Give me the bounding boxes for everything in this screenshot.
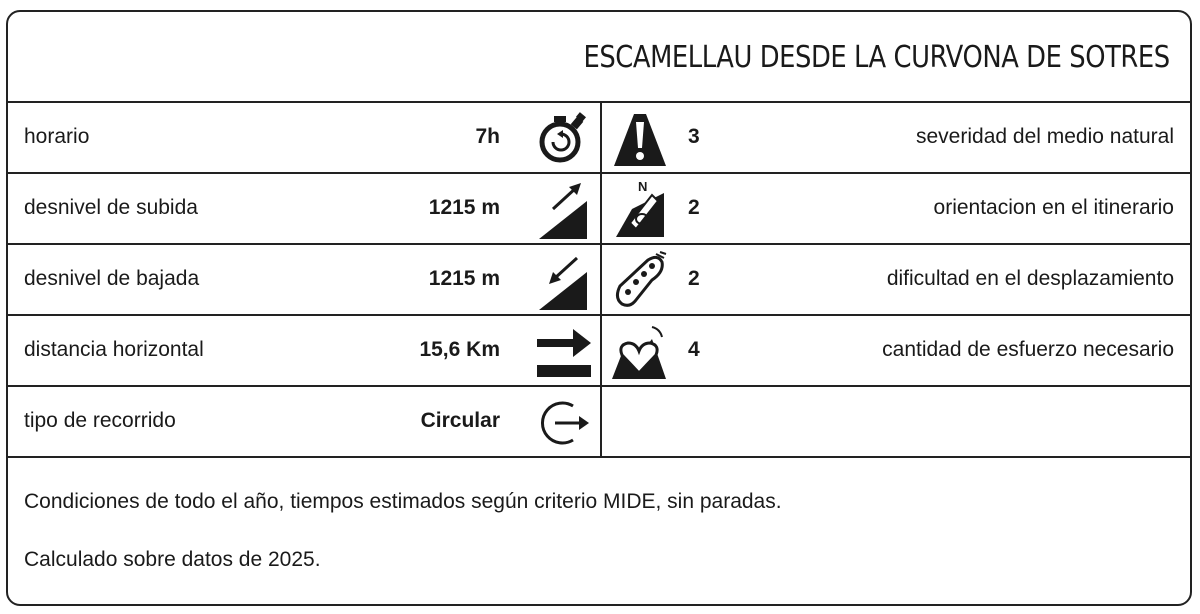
svg-text:N: N — [638, 179, 648, 194]
row-description: severidad del medio natural — [916, 125, 1174, 148]
distance-arrow-icon — [533, 321, 593, 381]
descent-icon — [533, 250, 593, 310]
row-label: desnivel de bajada — [24, 267, 200, 290]
row-tipo-recorrido — [8, 387, 1190, 458]
row-distancia-horizontal — [8, 316, 1190, 387]
row-label: tipo de recorrido — [24, 409, 176, 432]
circular-route-icon — [533, 392, 593, 452]
row-score: 4 — [688, 338, 700, 361]
row-desnivel-bajada — [8, 245, 1190, 316]
row-description: cantidad de esfuerzo necesario — [882, 338, 1174, 361]
row-value: 1215 m — [428, 196, 500, 219]
row-score: 3 — [688, 125, 700, 148]
row-value: Circular — [420, 409, 500, 432]
row-description: dificultad en el desplazamiento — [886, 267, 1174, 290]
stopwatch-icon — [533, 108, 593, 168]
compass-orientation-icon — [608, 179, 670, 239]
row-score: 2 — [688, 267, 700, 290]
row-value: 7h — [475, 125, 500, 148]
row-horario — [8, 103, 1190, 174]
ascent-icon — [533, 179, 593, 239]
heart-effort-icon — [608, 321, 670, 381]
notes — [24, 490, 782, 606]
row-label: horario — [24, 125, 90, 148]
warning-mountain-icon — [608, 108, 670, 168]
row-value: 1215 m — [428, 267, 500, 290]
note-conditions: Condiciones de todo el año, tiempos estimados según criterio MIDE, sin paradas. — [24, 490, 782, 513]
note-calculated: Calculado sobre datos de 2025. — [24, 548, 321, 571]
row-value: 15,6 Km — [419, 338, 500, 361]
route-title: ESCAMELLAU DESDE LA CURVONA DE SOTRES — [583, 40, 1170, 75]
title-row — [8, 12, 1190, 103]
row-label: desnivel de subida — [24, 196, 198, 219]
footprint-icon — [608, 250, 670, 310]
row-label: distancia horizontal — [24, 338, 204, 361]
row-score: 2 — [688, 196, 700, 219]
mide-card — [6, 10, 1192, 606]
row-description: orientacion en el itinerario — [933, 196, 1174, 219]
row-desnivel-subida — [8, 174, 1190, 245]
